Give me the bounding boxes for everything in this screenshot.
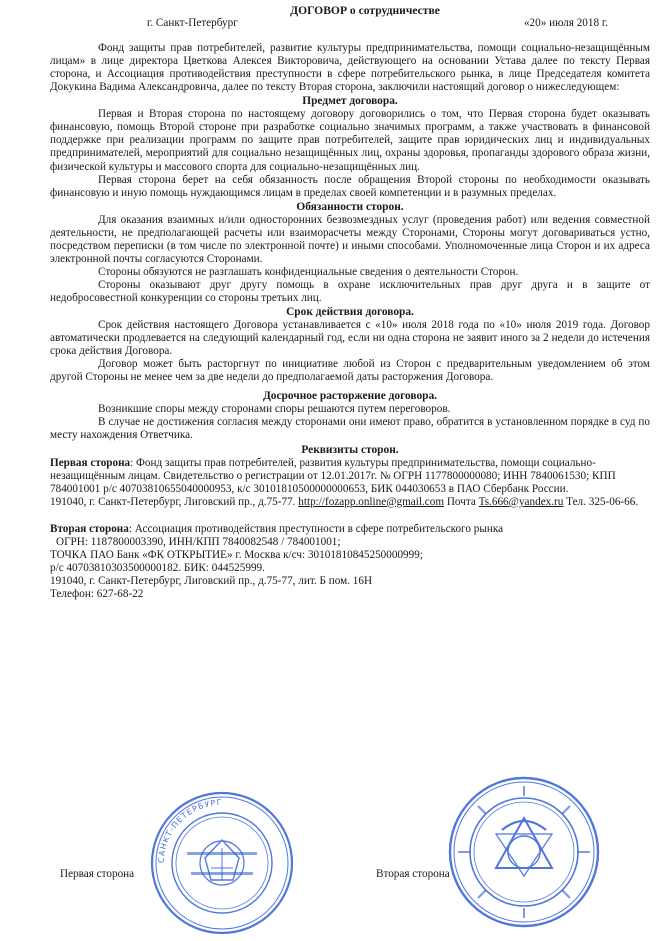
- first-stamp-ring-text: САНКТ-ПЕТЕРБУРГ: [156, 797, 223, 864]
- section-heading-duties: Обязанности сторон.: [296, 200, 404, 213]
- city-date-line: [50, 17, 650, 30]
- first-party-contacts: [50, 496, 650, 509]
- subject-paragraph-2: Первая сторона берет на себя обязанность после обращения Второй стороны по необходимости оказывать финансовую и иную помощь нуждающимся лицам в пределах своей компетенции и в разумных пределах.: [50, 173, 650, 199]
- duties-paragraph-2: Стороны обязуются не разглашать конфиденциальные сведения о деятельности Сторон.: [98, 265, 519, 278]
- first-party-address: 191040, г. Санкт-Петербург, Лиговский пр., д.75-77.: [50, 495, 296, 508]
- second-party-label: Вторая сторона: [50, 522, 129, 535]
- section-heading-subject: Предмет договора.: [302, 95, 398, 108]
- term-paragraph-2: Договор может быть расторгнут по инициативе любой из Сторон с предварительным уведомлением об этом другой Стороны не менее чем за две недели до предполагаемой даты расторжения Договора.: [50, 358, 650, 384]
- contract-document: [50, 4, 650, 601]
- requisites-block: [50, 457, 650, 601]
- termination-paragraph-1: Возникшие споры между сторонами споры решаются путем переговоров.: [98, 403, 451, 416]
- first-party-label: Первая сторона: [50, 456, 131, 469]
- document-title: ДОГОВОР о сотрудничестве: [290, 4, 440, 17]
- contract-date: «20» июля 2018 г.: [523, 17, 608, 30]
- section-heading-termination: Досрочное расторжение договора.: [262, 390, 438, 403]
- first-party-signature-label: Первая сторона: [60, 868, 135, 880]
- second-party-account: р/с 40703810303500000182. БИК: 044525999.: [50, 561, 265, 574]
- duties-paragraph-3: Стороны оказывают друг другу помощь в охране исключительных прав друг друга и в защите от недобросовестной конкуренции со стороны третьих лиц.: [50, 278, 650, 304]
- city: г. Санкт-Петербург: [147, 17, 238, 30]
- term-paragraph-1: Срок действия настоящего Договора устанавливается с «10» июля 2018 года по «10» июля 2019 года. Договор автоматически продлевается на следующий календарный год, если ни одна сторона не заявит иного за 2 недели до истечения срока действия Договора.: [50, 319, 650, 358]
- second-party-ogrn: ОГРН: 1187800003390, ИНН/КПП 7840082548 / 784001001;: [56, 535, 341, 548]
- second-party-signature-label: Вторая сторона: [376, 868, 450, 880]
- first-party-email-link[interactable]: Ts.666@yandex.ru: [478, 495, 564, 508]
- first-party-site-link[interactable]: http://fozapp.online@gmail.com: [298, 495, 445, 508]
- second-party-text: : Ассоциация противодействия преступности в сфере потребительского рынка: [128, 522, 504, 535]
- first-party-text: : Фонд защиты прав потребителей, развития культуры предпринимательства, помощи социально-незащищённым лицам. Свидетельство о регистрации от 12.01.2017г. № ОГРН 1177800000080; ИНН 7840061530; КПП 784001001 р/с 40703810655040000953, к/с 30101810500000000653, БИК 044030653 в ПАО Сбербанк России.: [50, 456, 616, 495]
- first-party-phone: Тел. 325-06-66.: [566, 495, 639, 508]
- section-heading-requisites: Реквизиты сторон.: [301, 443, 399, 456]
- first-party-requisites: [50, 457, 650, 496]
- second-party-address: 191040, г. Санкт-Петербург, Лиговский пр., д.75-77, лит. Б пом. 16Н: [50, 574, 373, 587]
- duties-paragraph-1: Для оказания взаимных и/или односторонних безвозмездных услуг (проведения работ) или ведения совместной деятельности, не предполагающей расчеты или взаиморасчеты между Сторонами, Стороны могут договариваться устно, посредством переписки (в том числе по электронной почте) и иными способами. Уполномоченные лица Сторон и их адреса электронной почты согласуются Сторонами.: [50, 213, 650, 265]
- second-party-requisites: [50, 523, 650, 536]
- section-heading-term: Срок действия договора.: [286, 306, 414, 319]
- preamble: Фонд защиты прав потребителей, развитие культуры предпринимательства, помощи социально-незащищённым лицам» в лице директора Цветкова Алексея Викторовича, действующего на основании Устава далее по тексту Первая сторона, и Ассоциация противодействия преступности в сфере потребительского рынка, в лице Председателя комитета Докукина Вадима Александровича, далее по тексту Вторая сторона, заключили настоящий договор о нижеследующем:: [50, 42, 650, 94]
- first-party-stamp: [147, 788, 297, 938]
- termination-paragraph-2: В случае не достижения согласия между сторонами они имеют право, обратится в установленном порядке в суд по месту нахождения Ответчика.: [50, 416, 650, 442]
- second-party-stamp: [444, 772, 604, 932]
- second-party-phone: Телефон: 627-68-22: [50, 587, 144, 600]
- first-party-mail-label: Почта: [446, 495, 476, 508]
- second-party-bank: ТОЧКА ПАО Банк «ФК ОТКРЫТИЕ» г. Москва к/сч: 30101810845250000999;: [50, 548, 423, 561]
- subject-paragraph-1: Первая и Вторая сторона по настоящему договору договорились о том, что Первая сторона будет оказывать финансовую, помощь Второй стороне при разработке социально значимых программ, а также участвовать в финансовой поддержке при реализации программ по защите прав потребителей, защите прав юридических лиц и индивидуальных предпринимателей, мероприятий для социально незащищённых лиц, охраны здоровья, пропаганды здорового образа жизни, физической культуры и массового спорта для социально-незащищённых лиц.: [50, 108, 650, 173]
